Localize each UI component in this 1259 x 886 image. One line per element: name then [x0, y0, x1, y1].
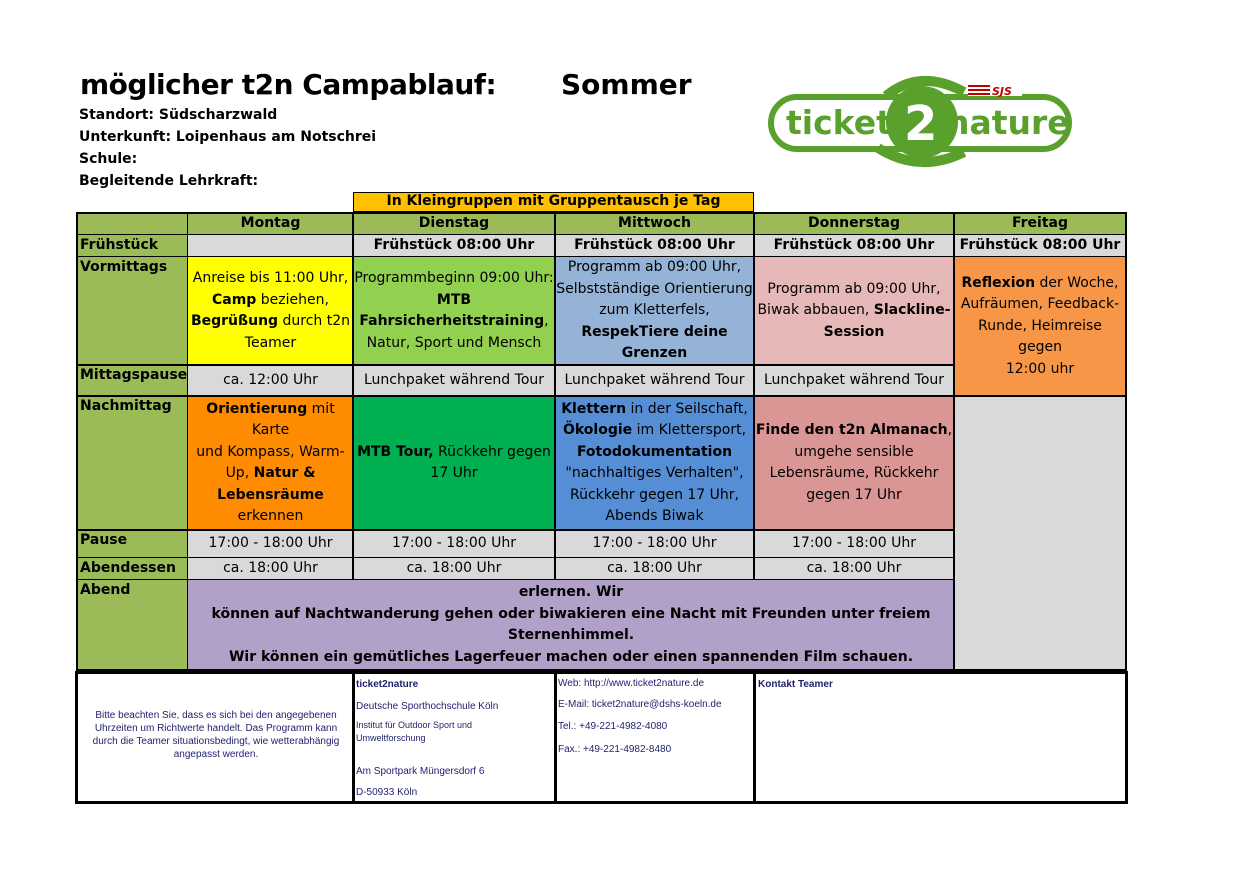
afternoon-tuesday-text-3: 17 Uhr	[430, 465, 478, 481]
row-label-pause: Pause	[77, 530, 188, 558]
afternoon-thursday-text-3: umgehe sensible	[794, 443, 914, 460]
breakfast-thursday: Frühstück 08:00 Uhr	[754, 235, 954, 257]
svg-text:2: 2	[904, 96, 938, 152]
morning-monday-text-3: beziehen,	[256, 291, 329, 308]
afternoon-thursday-text-4: Lebensräume, Rückkehr	[769, 465, 939, 481]
morning-thursday-text-3: Slackline-	[873, 302, 951, 319]
footer-contact-teamer: Kontakt Teamer	[758, 679, 833, 690]
pause-monday: 17:00 - 18:00 Uhr	[188, 530, 353, 558]
afternoon-monday-text-3: und Kompass, Warm-	[196, 443, 345, 460]
afternoon-monday-text-7: erkennen	[237, 508, 304, 524]
breakfast-friday: Frühstück 08:00 Uhr	[954, 235, 1126, 257]
morning-thursday-text-2: Biwak abbauen,	[757, 302, 874, 319]
footer-fax: Fax.: +49-221-4982-8480	[558, 744, 672, 755]
footer-street: Am Sportpark Müngersdorf 6	[356, 766, 485, 777]
morning-tuesday-text-1: Programmbeginn 09:00 Uhr:	[354, 270, 554, 286]
lunch-wednesday: Lunchpaket während Tour	[555, 365, 754, 396]
row-label-dinner: Abendessen	[77, 558, 188, 580]
dinner-tuesday: ca. 18:00 Uhr	[353, 558, 555, 580]
morning-tuesday-text-4: ,	[544, 313, 549, 329]
morning-wednesday-text-3: zum Kletterfels,	[599, 302, 710, 319]
lunch-monday: ca. 12:00 Uhr	[188, 365, 353, 396]
morning-thursday-text-4: Session	[823, 323, 885, 340]
morning-friday	[954, 257, 1126, 396]
svg-text:nature: nature	[946, 103, 1070, 142]
teacher-line: Begleitende Lehrkraft:	[79, 173, 259, 189]
afternoon-tuesday-text-2: Rückkehr gegen	[433, 443, 551, 460]
group-banner: In Kleingruppen mit Gruppentausch je Tag	[353, 192, 754, 212]
morning-friday-text-2: der Woche,	[1035, 274, 1119, 291]
lunch-thursday: Lunchpaket während Tour	[754, 365, 954, 396]
afternoon-thursday	[754, 396, 954, 530]
row-label-lunch: Mittagspause	[77, 365, 188, 396]
afternoon-monday-text-4: Up,	[225, 465, 254, 481]
afternoon-wednesday-text-4: im Klettersport,	[632, 422, 747, 438]
day-header-tuesday: Dienstag	[353, 213, 555, 235]
morning-monday-text-5: durch t2n	[278, 313, 351, 329]
pause-thursday: 17:00 - 18:00 Uhr	[754, 530, 954, 558]
afternoon-wednesday-text-1: Klettern	[561, 400, 627, 417]
afternoon-monday-text-5: Natur &	[253, 465, 316, 481]
afternoon-thursday-text-5: gegen 17 Uhr	[806, 486, 902, 503]
pause-tuesday: 17:00 - 18:00 Uhr	[353, 530, 555, 558]
footer-org-line2: Institut für Outdoor Sport und	[356, 720, 473, 730]
afternoon-thursday-text-1: Finde den t2n Almanach	[755, 422, 948, 438]
morning-friday-text-5: 12:00 uhr	[1005, 360, 1075, 377]
afternoon-wednesday-text-6: "nachhaltiges Verhalten",	[565, 465, 744, 481]
morning-friday-text-1: Reflexion	[961, 274, 1036, 291]
row-label-breakfast: Frühstück	[77, 235, 188, 257]
page-title: möglicher t2n Campablauf:	[80, 68, 497, 101]
morning-friday-text-4: Runde, Heimreise gegen	[978, 317, 1102, 356]
footer-city: D-50933 Köln	[356, 787, 418, 798]
evening-description	[188, 580, 954, 670]
afternoon-monday	[188, 396, 353, 530]
footer-note: Bitte beachten Sie, dass es sich bei den angegebenen Uhrzeiten um Richtwerte handelt. Das Programm kann durch die Teamer situationsbedingt, wie wetterabhängig angepasst werden.	[92, 710, 340, 760]
accommodation-line: Unterkunft: Loipenhaus am Notschrei	[79, 129, 377, 145]
afternoon-wednesday-text-3: Ökologie	[562, 422, 633, 438]
morning-thursday-text-1: Programm ab 09:00 Uhr,	[767, 280, 941, 297]
footer-org-line1: Deutsche Sporthochschule Köln	[356, 701, 499, 712]
dinner-thursday: ca. 18:00 Uhr	[754, 558, 954, 580]
afternoon-monday-text-2: mit Karte	[251, 400, 335, 438]
location-line: Standort: Südscharzwald	[79, 107, 278, 123]
morning-wednesday	[555, 257, 754, 365]
evening-text-1: erlernen. Wir	[518, 584, 624, 600]
row-label-morning: Vormittags	[77, 257, 188, 365]
day-header-wednesday: Mittwoch	[555, 213, 754, 235]
afternoon-wednesday-text-5: Fotodokumentation	[576, 443, 733, 460]
friday-afternoon-empty	[954, 396, 1126, 670]
day-header-friday: Freitag	[954, 213, 1126, 235]
dinner-wednesday: ca. 18:00 Uhr	[555, 558, 754, 580]
row-label-evening: Abend	[77, 580, 188, 670]
morning-thursday	[754, 257, 954, 365]
afternoon-thursday-text-2: ,	[947, 422, 953, 438]
morning-monday	[188, 257, 353, 365]
afternoon-wednesday	[555, 396, 754, 530]
afternoon-monday-text-6: Lebensräume	[217, 486, 324, 503]
evening-text-3: Wir können ein gemütliches Lagerfeuer machen oder einen spannenden Film schauen.	[228, 648, 914, 665]
breakfast-monday	[188, 235, 353, 257]
season-label: Sommer	[561, 68, 692, 101]
morning-wednesday-text-2: Selbstständige Orientierung	[556, 280, 753, 297]
morning-wednesday-text-1: Programm ab 09:00 Uhr,	[567, 259, 742, 276]
footer-web-link[interactable]: Web: http://www.ticket2nature.de	[558, 678, 705, 689]
morning-monday-text-2: Camp	[212, 291, 257, 308]
morning-friday-text-3: Aufräumen, Feedback-	[960, 296, 1120, 313]
afternoon-wednesday-text-8: Abends Biwak	[605, 508, 704, 524]
afternoon-tuesday	[353, 396, 555, 530]
morning-monday-text-6: Teamer	[244, 334, 297, 351]
svg-text:ticket: ticket	[786, 103, 892, 142]
breakfast-wednesday: Frühstück 08:00 Uhr	[555, 235, 754, 257]
morning-monday-text-1: Anreise bis 11:00 Uhr,	[192, 270, 349, 286]
morning-tuesday-text-2: MTB	[436, 291, 472, 308]
ticket2nature-logo	[768, 72, 1072, 168]
afternoon-monday-text-1: Orientierung	[206, 400, 308, 417]
morning-tuesday-text-3: Fahrsicherheitstraining	[359, 313, 545, 329]
footer-phone: Tel.: +49-221-4982-4080	[558, 721, 668, 732]
pause-wednesday: 17:00 - 18:00 Uhr	[555, 530, 754, 558]
evening-text-2: können auf Nachtwanderung gehen oder biwakieren eine Nacht mit Freunden unter freiem Sternenhimmel.	[211, 605, 931, 643]
breakfast-tuesday: Frühstück 08:00 Uhr	[353, 235, 555, 257]
lunch-tuesday: Lunchpaket während Tour	[353, 365, 555, 396]
day-header-monday: Montag	[188, 213, 353, 235]
row-label-afternoon: Nachmittag	[77, 396, 188, 530]
header-corner	[77, 213, 188, 235]
day-header-thursday: Donnerstag	[754, 213, 954, 235]
morning-monday-text-4: Begrüßung	[190, 313, 279, 329]
afternoon-wednesday-text-2: in der Seilschaft,	[626, 400, 748, 417]
school-line: Schule:	[79, 151, 138, 167]
footer-email-link[interactable]: E-Mail: ticket2nature@dshs-koeln.de	[558, 699, 722, 710]
footer-org-line3: Umweltforschung	[356, 733, 426, 743]
footer-org-name: ticket2nature	[356, 679, 419, 690]
morning-wednesday-text-4: RespekTiere deine Grenzen	[581, 323, 728, 362]
afternoon-wednesday-text-7: Rückkehr gegen 17 Uhr,	[570, 486, 739, 503]
svg-text:SJS: SJS	[992, 85, 1012, 98]
afternoon-tuesday-text-1: MTB Tour,	[357, 443, 434, 460]
dinner-monday: ca. 18:00 Uhr	[188, 558, 353, 580]
morning-tuesday	[353, 257, 555, 365]
morning-tuesday-text-5: Natur, Sport und Mensch	[366, 334, 542, 351]
